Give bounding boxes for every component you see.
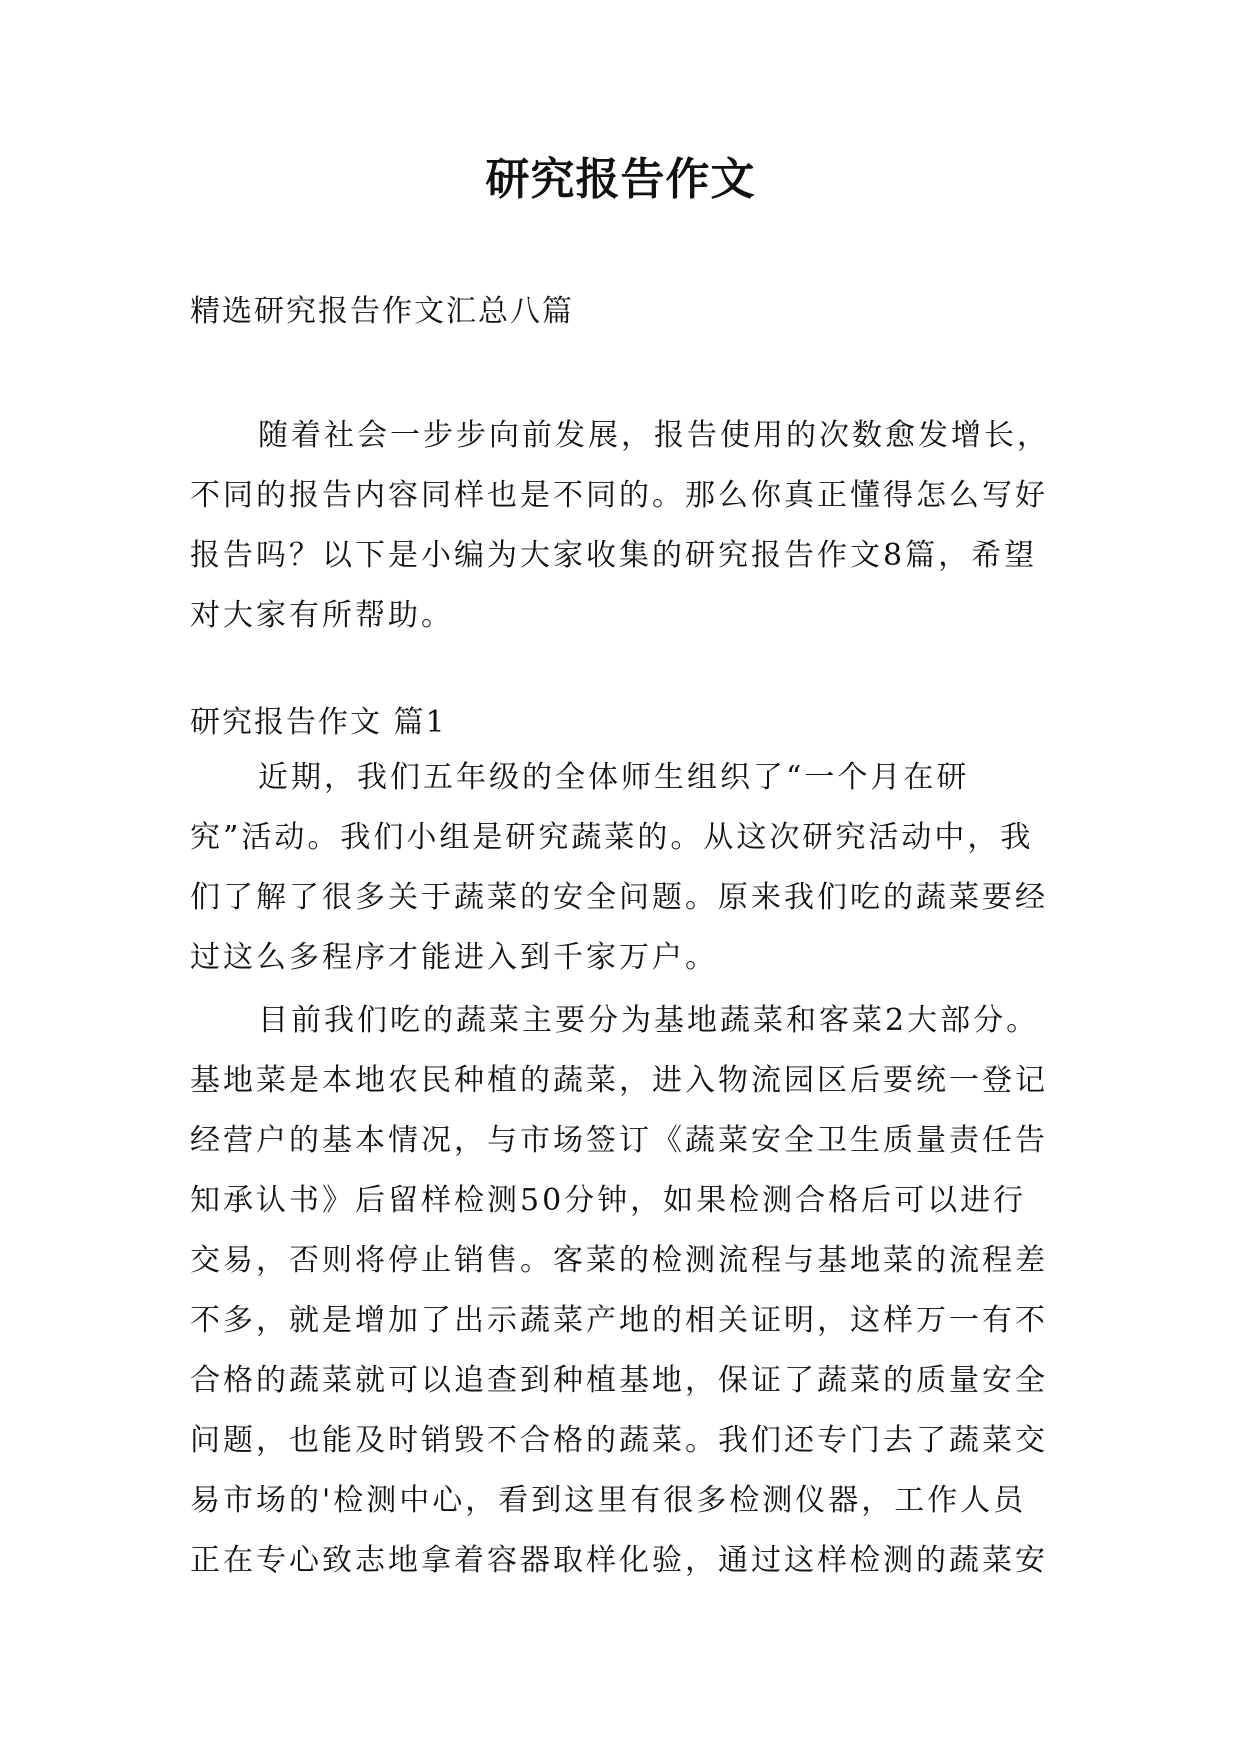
section-paragraph-1: 近期，我们五年级的全体师生组织了“一个月在研究”活动。我们小组是研究蔬菜的。从这次研究活动中，我们了解了很多关于蔬菜的安全问题。原来我们吃的蔬菜要经过这么多程序才能进入到千家万户。 (190, 760, 1048, 975)
section-heading: 研究报告作文 篇1 (190, 705, 447, 740)
document-subtitle: 精选研究报告作文汇总八篇 (190, 294, 574, 329)
document-title: 研究报告作文 (485, 154, 756, 205)
section-paragraph-2: 目前我们吃的蔬菜主要分为基地蔬菜和客菜2大部分。基地菜是本地农民种植的蔬菜，进入物流园区后要统一登记经营户的基本情况，与市场签订《蔬菜安全卫生质量责任告知承认书》后留样检测50分钟，如果检测合格后可以进行交易，否则将停止销售。客菜的检测流程与基地菜的流程差不多，就是增加了出示蔬菜产地的相关证明，这样万一有不合格的蔬菜就可以追查到种植基地，保证了蔬菜的质量安全问题，也能及时销毁不合格的蔬菜。我们还专门去了蔬菜交易市场的'检测中心，看到这里有很多检测仪器，工作人员正在专心致志地拿着容器取样化验，通过这样检测的蔬菜安 (190, 1003, 1048, 1578)
intro-paragraph: 随着社会一步步向前发展，报告使用的次数愈发增长，不同的报告内容同样也是不同的。那么你真正懂得怎么写好报告吗？以下是小编为大家收集的研究报告作文8篇，希望对大家有所帮助。 (190, 418, 1050, 633)
